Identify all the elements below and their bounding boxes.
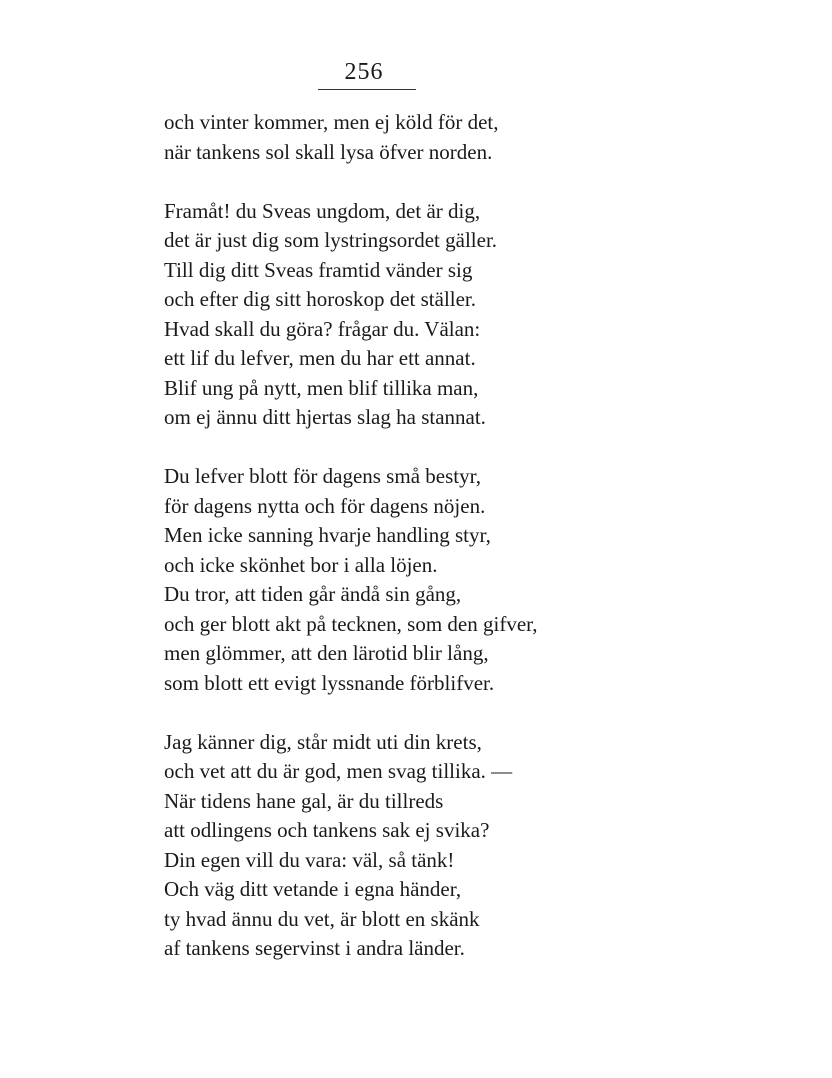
page-number: 256 (344, 59, 384, 85)
poem-line: och vinter kommer, men ej köld för det, (164, 110, 499, 134)
poem-line: för dagens nytta och för dagens nöjen. (164, 493, 486, 518)
poem-line: om ej ännu ditt hjertas slag ha stannat. (164, 405, 486, 429)
poem-line: att odlingens och tankens sak ej svika? (164, 818, 490, 842)
poem-body (164, 108, 804, 964)
poem-line: och efter dig sitt horoskop det ställer. (164, 287, 477, 311)
poem-line: ty hvad ännu du vet, är blott en skänk (164, 906, 480, 931)
stanza-break (164, 433, 804, 463)
poem-line: Hvad skall du göra? frågar du. Välan: (164, 316, 481, 341)
poem-line: af tankens segervinst i andra länder. (164, 936, 465, 960)
poem-line: och ger blott akt på tecknen, som den gifver, (164, 611, 538, 636)
stanza (164, 108, 804, 167)
page-number-rule (318, 89, 416, 90)
poem-line: Du lefver blott för dagens små bestyr, (164, 464, 481, 488)
poem-line: Och väg ditt vetande i egna händer, (164, 877, 462, 901)
poem-line: Du tror, att tiden går ändå sin gång, (164, 582, 462, 606)
stanza (164, 462, 804, 698)
poem-line: när tankens sol skall lysa öfver norden. (164, 139, 493, 164)
stanza (164, 197, 804, 433)
stanza (164, 728, 804, 964)
poem-line: det är just dig som lystringsordet gäller. (164, 228, 498, 252)
poem-line: Blif ung på nytt, men blif tillika man, (164, 375, 479, 400)
poem-line: som blott ett evigt lyssnande förblifver. (164, 670, 495, 695)
poem-line: och vet att du är god, men svag tillika. — (164, 759, 513, 783)
poem-line: ett lif du lefver, men du har ett annat. (164, 346, 476, 370)
poem-line: Framåt! du Sveas ungdom, det är dig, (164, 198, 481, 223)
poem-line: Din egen vill du vara: väl, så tänk! (164, 847, 455, 872)
poem-line: När tidens hane gal, är du tillreds (164, 788, 444, 813)
stanza-break (164, 698, 804, 728)
stanza-break (164, 167, 804, 197)
poem-line: Men icke sanning hvarje handling styr, (164, 523, 491, 547)
poem-line: Till dig ditt Sveas framtid vänder sig (164, 257, 473, 282)
poem-line: men glömmer, att den lärotid blir lång, (164, 641, 489, 665)
poem-line: Jag känner dig, står midt uti din krets, (164, 729, 482, 754)
poem-line: och icke skönhet bor i alla löjen. (164, 552, 438, 577)
